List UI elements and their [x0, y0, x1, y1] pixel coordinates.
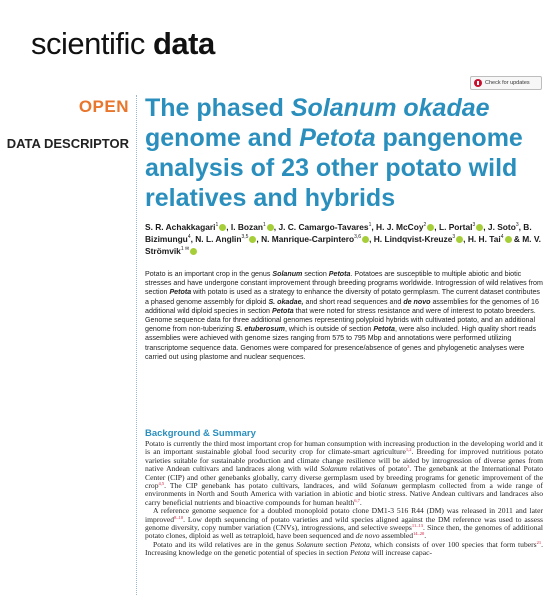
affiliation-marker: 3,5 [241, 234, 249, 240]
check-for-updates-button[interactable] [470, 76, 542, 90]
affiliation-marker: 3,6 [354, 234, 362, 240]
author-name[interactable]: M. V. Strömvik$^{1 ✉}$ [145, 234, 541, 256]
author-name[interactable]: I. Bozan$^1$ , [230, 222, 279, 232]
citation-link[interactable]: 1,2 [405, 447, 412, 453]
affiliation-marker: 3 [515, 222, 519, 228]
author-name[interactable]: J. C. Camargo-Tavares$^1$, [278, 222, 377, 232]
affiliation-marker: 1 [215, 222, 219, 228]
affiliation-marker: 4 [187, 234, 191, 240]
abstract: Potato is an important crop in the genus Solanum section Petota. Potatoes are susceptible to multiple abiotic and biotic stresses and have undergone constant improvement through breeding programs worldwide. Introgression of wild relatives from section Petota with potato is used as a strategy to enhance the diversity of potato germplasm. The current dataset contributes a phased genome assembly for diploid S. okadae, and short read sequences and de novo assemblies for the genomes of 16 additional wild diploid species in section Petota that were noted for stress resistance and were of interest to potato breeders. Genome sequence data for three additional genomes representing polyploid hybrids with cultivated potato, and an additional genome from non-tuberizing S. etuberosum, which is outside of section Petota, were also included. High quality short reads assemblies were achieved with genome sizes ranging from 575 to 795 Mbp and annotations were performed utilizing transcriptome sequence data. Genomes were compared for presence/absence of genes and phylogenetic analyses were carried out using plastome and nuclear sequences. [145, 270, 543, 361]
affiliation-marker: 2 [423, 222, 427, 228]
body-text [145, 440, 543, 558]
author-separator: , [518, 222, 524, 232]
affiliation-marker: 3 [452, 234, 456, 240]
citation-link[interactable]: 6,7 [354, 497, 360, 503]
citation-link[interactable]: 8–10 [174, 514, 184, 520]
author-separator: , [483, 222, 488, 232]
affiliation-marker: 1 [263, 222, 266, 228]
paragraph: Potato and its wild relatives are in the genus Solanum section Petota, which consists of over 100 species that form tubers$^{21}$. Increasing knowledge on the genetic potential of species in section Petota will increase capac- [145, 539, 544, 558]
author-name[interactable]: J. Soto$^3$, [487, 222, 524, 232]
author-separator: , [226, 222, 231, 232]
author-name[interactable]: B. Bizimungu$^4$, [145, 222, 532, 244]
citation-link[interactable]: 4,5 [158, 481, 165, 487]
orcid-icon[interactable] [190, 248, 197, 255]
author-name[interactable]: S. R. Achakkagari$^1$ , [145, 222, 231, 232]
crossmark-icon [474, 79, 482, 87]
journal-logo[interactable]: scientific data [31, 26, 215, 61]
author-separator: , [434, 222, 439, 232]
author-list [145, 221, 545, 257]
citation-link[interactable]: 11–13 [411, 523, 423, 529]
author-name[interactable]: N. Manrique-Carpintero$^{3,6}$ , [261, 234, 374, 244]
affiliation-marker: 3 [472, 222, 476, 228]
author-name[interactable]: H. J. McCoy$^2$ , [376, 222, 439, 232]
author-name[interactable]: H. Lindqvist-Kreuze$^3$ , [373, 234, 468, 244]
affiliation-marker: 4 [500, 234, 504, 240]
orcid-icon[interactable] [267, 224, 274, 231]
orcid-icon[interactable] [505, 236, 512, 243]
author-name[interactable]: N. L. Anglin$^{3,5}$ , [195, 234, 262, 244]
author-separator: , [463, 234, 468, 244]
section-heading: Background & Summary [145, 428, 256, 439]
paragraph: Potato is currently the third most important crop for human consumption with increasing production in the developing world and it is an important sustainable global food security crop for climate-smart agriculture$^{1,2}$. Breeding for improved nutritious potato varieties suitable for sustainable production and climate change resilience will be aided by introgression of diverse genes from native Andean cultivars and landraces along with wild Solanum relatives of potato$^3$. The genebank at the International Potato Center (CIP) and other genebanks globally, carry diverse germplasm used by breeding programs for genetic improvement of the crop$^{4,5}$. The CIP genebank has potato cultivars, landraces, and wild Solanum germplasm collected from a wide range of environments in North and South America with variation in abiotic and biotic stress. Native Andean cultivars and landraces also carry beneficial nutrients and bioactive compounds for human health$^{6,7}$. [145, 439, 544, 507]
open-access-label: OPEN [78, 97, 129, 116]
author-name[interactable]: H. H. Tai$^4$ & [467, 234, 523, 244]
author-separator: , [371, 222, 377, 232]
check-updates-label: Check for updates [485, 80, 530, 86]
author-separator: , [190, 234, 196, 244]
author-separator: , [256, 234, 262, 244]
paragraph: A reference genome sequence for a doubled monoploid potato clone DM1-3 516 R44 (DM) was released in 2011 and later improved$^{8-10}$. Low depth sequencing of potato varieties and wild species aligned against the DM reference was used to assess genome diversity, copy number variation (CNVs), introgressions, and selective sweeps$^{11-13}$. Since then, the genomes of additional potato clones, diploid as well as tetraploid, have been sequenced and de novo assembled$^{14-20}$. [145, 506, 543, 541]
affiliation-marker: 1 ✉ [180, 246, 190, 252]
citation-link[interactable]: 21 [536, 539, 542, 545]
article-type-label: DATA DESCRIPTOR [6, 136, 129, 151]
author-separator: , [369, 234, 374, 244]
article-title: The phased Solanum okadae genome and Petota pangenome analysis of 23 other potato wild relatives and hybrids [145, 94, 523, 212]
citation-link[interactable]: 3 [407, 464, 410, 470]
author-separator: , [273, 222, 279, 232]
affiliation-marker: 1 [368, 222, 372, 228]
citation-link[interactable]: 14–20 [413, 531, 425, 537]
author-separator: & [511, 234, 523, 244]
author-name[interactable]: L. Portal$^3$ , [438, 222, 488, 232]
column-divider [136, 95, 137, 595]
